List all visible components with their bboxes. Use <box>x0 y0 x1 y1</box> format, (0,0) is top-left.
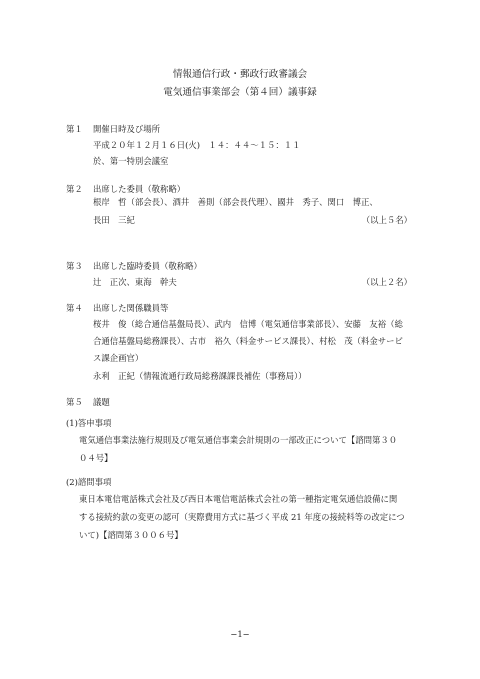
members-count: （以上５名） <box>361 215 412 225</box>
staff-line-2: 合通信基盤局総務課長）、古市 裕久（料金サービス課長）、村松 茂（料金サービ <box>93 336 403 346</box>
agenda-item-2-label: (2)諮問事項 <box>66 477 112 487</box>
section-5-heading: 議題 <box>93 397 110 407</box>
section-1-heading: 開催日時及び場所 <box>93 124 160 134</box>
section-2-heading: 出席した委員（敬称略） <box>93 184 186 194</box>
agenda-item-1-label: (1)答申事項 <box>66 418 112 428</box>
document-title-line2: 電気通信事業部会（第４回）議事録 <box>163 87 317 98</box>
section-3-number: 第３ <box>66 261 83 271</box>
section-2-number: 第２ <box>66 184 83 194</box>
section-1-number: 第１ <box>66 124 83 134</box>
temp-members-line-1: 辻 正次、東海 幹夫 <box>93 277 177 287</box>
section-4-number: 第４ <box>66 303 83 313</box>
members-line-1: 根岸 哲（部会長）、酒井 善則（部会長代理）、國井 秀子、関口 博正、 <box>93 197 378 207</box>
section-5-number: 第５ <box>66 397 83 407</box>
section-3-heading: 出席した臨時委員（敬称略） <box>93 261 202 271</box>
members-line-2: 長田 三紀 <box>93 215 135 225</box>
document-title-line1: 情報通信行政・郵政行政審議会 <box>172 69 308 80</box>
staff-line-3: ス課企画官） <box>93 353 144 363</box>
agenda-item-1-line-2: ０４号】 <box>79 453 113 463</box>
page-number: −1− <box>230 629 250 639</box>
staff-line-1: 桜井 俊（総合通信基盤局長）、武内 信博（電気通信事業部長）、安藤 友裕（総 <box>93 319 403 329</box>
agenda-item-1-line-1: 電気通信事業法施行規則及び電気通信事業会計規則の一部改正について【諮問第３０ <box>79 435 398 445</box>
agenda-item-2-line-2: する接続約款の変更の認可（実際費用方式に基づく平成 21 年度の接続料等の改定につ <box>79 512 405 522</box>
staff-line-4: 永利 正紀（情報流通行政局総務課課長補佐（事務局）） <box>93 371 307 381</box>
meeting-place: 於、第一特別会議室 <box>93 156 169 166</box>
agenda-item-2-line-1: 東日本電信電話株式会社及び西日本電信電話株式会社の第一種指定電気通信設備に関 <box>79 494 398 504</box>
meeting-datetime: 平成２０年１２月１６日(火) １４：４４〜１５：１１ <box>93 140 301 150</box>
temp-members-count: （以上２名） <box>361 277 412 287</box>
agenda-item-2-line-3: いて)【諮問第３００６号】 <box>79 530 183 540</box>
section-4-heading: 出席した関係職員等 <box>93 303 169 313</box>
